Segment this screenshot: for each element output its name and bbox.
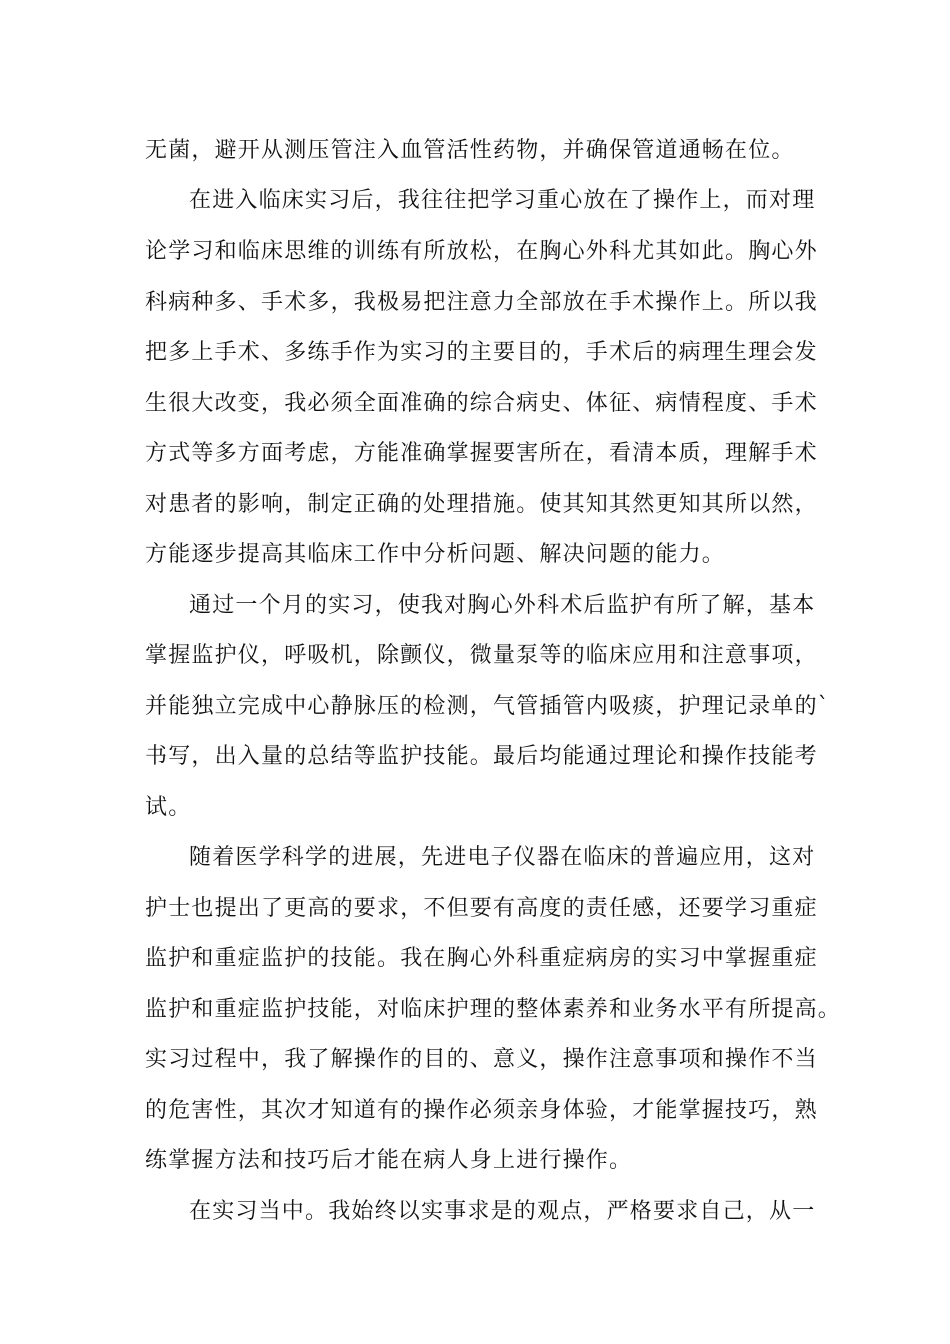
text-line: 试。 <box>145 795 192 820</box>
text-line: 实习过程中，我了解操作的目的、意义，操作注意事项和操作不当 <box>145 1047 818 1072</box>
text-line: 科病种多、手术多，我极易把注意力全部放在手术操作上。所以我 <box>145 290 818 315</box>
text-line: 把多上手术、多练手作为实习的主要目的，手术后的病理生理会发 <box>145 340 818 365</box>
text-line: 练掌握方法和技巧后才能在病人身上进行操作。 <box>145 1148 633 1173</box>
paragraph-start-line: 在实习当中。我始终以实事求是的观点，严格要求自己，从一 <box>189 1199 816 1224</box>
paragraph-start-line: 随着医学科学的进展，先进电子仪器在临床的普遍应用，这对 <box>189 845 816 870</box>
text-line: 书写，出入量的总结等监护技能。最后均能通过理论和操作技能考 <box>145 744 818 769</box>
text-line: 护士也提出了更高的要求，不但要有高度的责任感，还要学习重症 <box>145 896 818 921</box>
text-line: 无菌，避开从测压管注入血管活性药物，并确保管道通畅在位。 <box>145 138 795 163</box>
text-line: 掌握监护仪，呼吸机，除颤仪，微量泵等的临床应用和注意事项， <box>145 643 818 668</box>
text-line: 并能独立完成中心静脉压的检测，气管插管内吸痰，护理记录单的` <box>145 694 831 719</box>
paragraph-start-line: 通过一个月的实习，使我对胸心外科术后监护有所了解，基本 <box>189 593 816 618</box>
text-line: 生很大改变，我必须全面准确的综合病史、体征、病情程度、手术 <box>145 391 818 416</box>
text-line: 方式等多方面考虑，方能准确掌握要害所在，看清本质，理解手术 <box>145 441 818 466</box>
text-line: 方能逐步提高其临床工作中分析问题、解决问题的能力。 <box>145 542 726 567</box>
text-line: 的危害性，其次才知道有的操作必须亲身体验，才能掌握技巧，熟 <box>145 1098 818 1123</box>
text-line: 监护和重症监护技能，对临床护理的整体素养和业务水平有所提高。 <box>145 997 842 1022</box>
text-line: 对患者的影响，制定正确的处理措施。使其知其然更知其所以然， <box>145 492 818 517</box>
paragraph-start-line: 在进入临床实习后，我往往把学习重心放在了操作上，而对理 <box>189 188 816 213</box>
text-line: 论学习和临床思维的训练有所放松，在胸心外科尤其如此。胸心外 <box>145 239 818 264</box>
text-line: 监护和重症监护的技能。我在胸心外科重症病房的实习中掌握重症 <box>145 946 818 971</box>
